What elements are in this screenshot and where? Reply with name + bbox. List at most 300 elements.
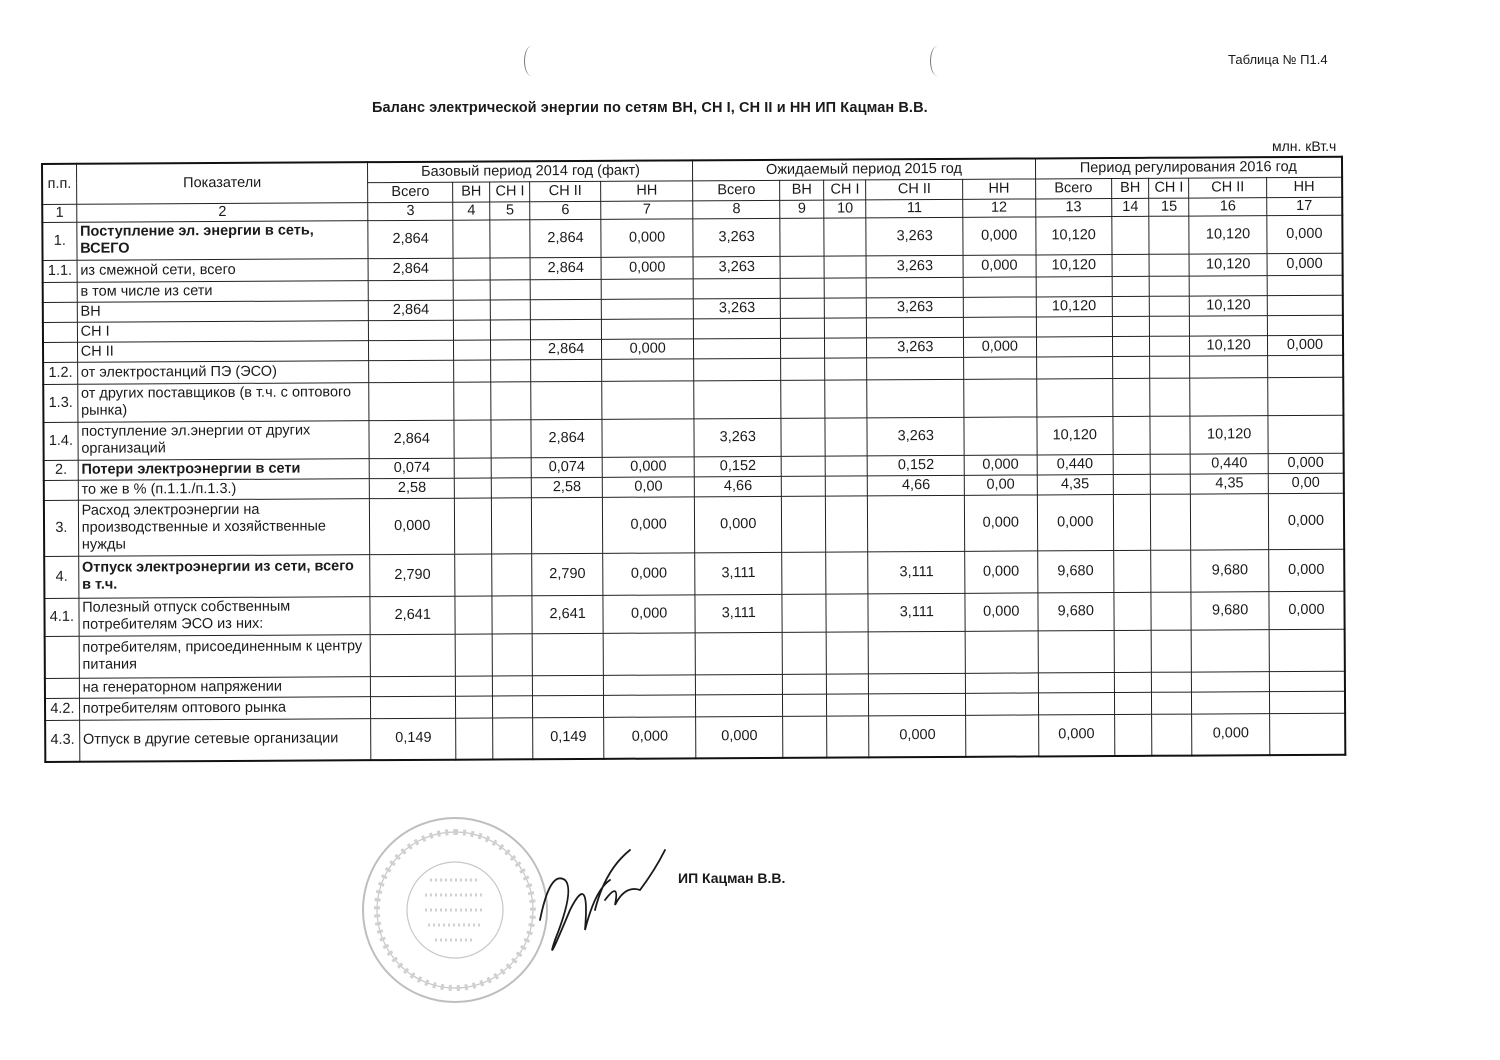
subheader-nn: НН	[600, 180, 693, 201]
value-cell: 2,58	[532, 477, 603, 497]
row-number	[45, 636, 79, 678]
value-cell	[780, 298, 824, 318]
value-cell: 3,263	[866, 217, 963, 256]
row-number	[43, 342, 77, 362]
value-cell	[1269, 671, 1345, 691]
value-cell	[1151, 550, 1191, 592]
value-cell	[781, 380, 825, 418]
value-cell: 0,000	[601, 338, 694, 359]
value-cell	[369, 320, 454, 340]
value-cell	[696, 674, 783, 694]
column-number: 10	[824, 199, 866, 217]
value-cell	[1112, 254, 1149, 276]
value-cell: 0,000	[695, 496, 782, 552]
value-cell: 0,000	[1267, 253, 1343, 275]
value-cell	[1268, 377, 1344, 415]
value-cell: 2,864	[531, 419, 602, 457]
value-cell: 0,000	[1268, 453, 1344, 473]
value-cell: 0,152	[868, 455, 965, 476]
value-cell: 3,111	[868, 593, 965, 632]
units-label: млн. кВт.ч	[1272, 138, 1337, 154]
value-cell: 0,000	[601, 218, 694, 257]
value-cell: 0,000	[1037, 494, 1114, 550]
value-cell	[965, 672, 1038, 692]
table-body	[42, 215, 1345, 762]
value-cell	[1038, 630, 1115, 672]
value-cell	[1036, 276, 1113, 296]
value-cell	[867, 277, 964, 298]
value-cell	[694, 278, 781, 298]
value-cell	[602, 418, 695, 457]
column-number: 3	[368, 202, 453, 220]
value-cell	[694, 338, 781, 358]
value-cell	[1114, 592, 1151, 630]
value-cell	[1192, 671, 1270, 691]
value-cell	[490, 279, 530, 299]
row-number: 3.	[44, 500, 79, 556]
value-cell: 9,680	[1191, 591, 1269, 629]
value-cell	[1113, 356, 1150, 378]
header-pp: п.п.	[42, 164, 76, 204]
row-label: Отпуск электроэнергии из сети, всего в т.ч.	[78, 554, 370, 598]
subheader-total: Всего	[368, 182, 453, 202]
value-cell	[782, 694, 826, 716]
value-cell	[453, 257, 490, 279]
value-cell: 2,864	[369, 258, 454, 280]
value-cell	[1113, 416, 1150, 454]
table-row	[44, 493, 1344, 556]
value-cell	[1115, 714, 1152, 756]
value-cell	[780, 256, 824, 278]
value-cell	[826, 631, 868, 673]
value-cell	[963, 296, 1036, 316]
value-cell	[827, 673, 869, 693]
value-cell: 0,000	[601, 256, 694, 279]
value-cell: 10,120	[1036, 254, 1113, 276]
value-cell	[780, 338, 824, 358]
value-cell	[869, 673, 966, 694]
value-cell	[369, 280, 454, 300]
value-cell	[490, 219, 530, 257]
value-cell	[1112, 216, 1149, 254]
header-period-2016: Период регулирования 2016 год	[1035, 157, 1342, 179]
row-number: 1.4.	[43, 422, 77, 460]
value-cell: 2,641	[532, 595, 603, 633]
value-cell	[601, 278, 694, 299]
row-label: СН I	[77, 320, 369, 342]
value-cell	[491, 359, 531, 381]
value-cell	[1268, 415, 1344, 453]
punch-hole-right	[930, 46, 945, 76]
value-cell	[826, 495, 869, 551]
column-number: 16	[1189, 197, 1267, 215]
value-cell	[532, 497, 603, 553]
value-cell: 0,000	[965, 550, 1038, 592]
value-cell	[780, 218, 824, 256]
subheader-sn1: СН I	[490, 181, 530, 201]
value-cell: 4,66	[695, 476, 782, 496]
value-cell	[781, 476, 825, 496]
value-cell: 0,440	[1191, 453, 1269, 473]
row-label: от электростанций ПЭ (ЭСО)	[77, 360, 369, 384]
value-cell	[867, 379, 964, 418]
value-cell: 3,111	[695, 552, 782, 594]
value-cell	[454, 477, 491, 497]
value-cell: 2,864	[369, 300, 454, 320]
row-number: 1.	[42, 222, 76, 260]
value-cell: 9,680	[1037, 550, 1114, 592]
value-cell	[869, 693, 966, 716]
value-cell: 10,120	[1036, 416, 1113, 454]
value-cell	[1269, 713, 1345, 755]
value-cell	[601, 318, 694, 339]
value-cell: 0,000	[963, 254, 1036, 276]
column-number: 5	[490, 201, 530, 219]
value-cell	[825, 455, 867, 475]
value-cell	[781, 418, 825, 456]
table-row	[44, 549, 1344, 598]
row-number: 4.	[44, 556, 78, 598]
value-cell	[1150, 316, 1190, 336]
value-cell	[490, 257, 530, 279]
value-cell: 0,000	[965, 592, 1038, 630]
value-cell	[1038, 692, 1115, 714]
row-label: потребителям оптового рынка	[79, 696, 371, 720]
value-cell	[825, 337, 867, 357]
value-cell: 2,790	[532, 553, 603, 595]
value-cell	[1150, 336, 1190, 356]
subheader-nn: НН	[1266, 177, 1342, 197]
value-cell	[1269, 629, 1345, 671]
value-cell	[454, 457, 491, 477]
value-cell	[1113, 474, 1150, 494]
value-cell	[491, 419, 531, 457]
value-cell	[824, 277, 866, 297]
value-cell	[491, 381, 531, 419]
value-cell	[1267, 295, 1343, 315]
subheader-vn: ВН	[780, 180, 824, 200]
row-number: 4.1.	[44, 598, 78, 636]
value-cell: 10,120	[1036, 296, 1113, 316]
row-number	[45, 678, 79, 698]
header-period-2015: Ожидаемый период 2015 год	[693, 158, 1035, 180]
value-cell	[696, 632, 783, 674]
value-cell: 2,864	[368, 220, 453, 258]
value-cell	[825, 357, 867, 379]
value-cell	[1150, 474, 1190, 494]
value-cell	[603, 632, 696, 675]
value-cell	[1112, 296, 1149, 316]
value-cell: 3,263	[694, 418, 781, 456]
value-cell	[491, 477, 531, 497]
value-cell: 4,35	[1191, 473, 1269, 493]
value-cell	[369, 360, 454, 382]
value-cell: 3,263	[867, 297, 964, 318]
value-cell: 10,120	[1190, 295, 1268, 315]
value-cell	[1190, 315, 1268, 335]
value-cell	[490, 299, 530, 319]
value-cell	[453, 219, 490, 257]
value-cell	[1190, 275, 1268, 295]
value-cell	[493, 675, 533, 695]
table-header	[42, 157, 1342, 222]
value-cell: 3,263	[867, 337, 964, 358]
header-period-2014: Базовый период 2014 год (факт)	[368, 160, 693, 182]
value-cell: 10,120	[1190, 335, 1268, 355]
subheader-nn: НН	[963, 178, 1036, 198]
row-label: в том числе из сети	[77, 280, 369, 302]
value-cell	[1038, 672, 1115, 692]
value-cell: 0,00	[1268, 473, 1344, 493]
value-cell	[782, 594, 826, 632]
value-cell	[781, 496, 826, 552]
value-cell: 0,440	[1037, 454, 1114, 474]
value-cell	[456, 717, 493, 759]
value-cell	[1192, 691, 1270, 713]
value-cell	[964, 356, 1037, 378]
value-cell: 3,263	[867, 417, 964, 456]
subheader-vn: ВН	[453, 181, 490, 201]
value-cell: 0,000	[964, 336, 1037, 356]
header-indicators: Показатели	[76, 162, 368, 204]
value-cell: 2,790	[370, 554, 455, 596]
value-cell	[1151, 592, 1191, 630]
value-cell: 0,000	[1038, 714, 1115, 756]
value-cell	[1267, 355, 1343, 377]
value-cell	[1112, 316, 1149, 336]
value-cell	[826, 551, 868, 593]
value-cell	[1149, 276, 1189, 296]
value-cell	[531, 319, 602, 339]
value-cell	[1190, 377, 1268, 415]
value-cell	[1114, 692, 1151, 714]
value-cell: 0,000	[603, 552, 696, 595]
value-cell	[369, 382, 454, 420]
value-cell: 2,864	[531, 339, 602, 359]
table-row	[45, 629, 1345, 678]
value-cell: 9,680	[1037, 592, 1114, 630]
subheader-total: Всего	[693, 180, 780, 200]
value-cell	[694, 318, 781, 338]
value-cell: 0,000	[963, 216, 1036, 254]
value-cell	[868, 495, 965, 552]
subheader-sn1: СН I	[824, 179, 866, 199]
subheader-total: Всего	[1035, 178, 1112, 198]
balance-table	[41, 156, 1346, 763]
value-cell	[603, 674, 696, 695]
value-cell: 0,000	[603, 594, 696, 633]
value-cell	[827, 715, 869, 757]
value-cell	[1150, 454, 1190, 474]
column-number: 4	[453, 201, 490, 219]
row-label: СН II	[77, 340, 369, 362]
column-number: 14	[1112, 198, 1149, 216]
value-cell	[963, 316, 1036, 336]
value-cell: 10,120	[1035, 216, 1112, 254]
value-cell: 0,000	[1192, 713, 1270, 755]
value-cell	[1114, 550, 1151, 592]
table-row	[45, 713, 1345, 762]
value-cell: 4,66	[868, 475, 965, 496]
value-cell: 2,641	[370, 596, 455, 634]
value-cell	[1269, 691, 1345, 713]
stamp-and-signature	[340, 810, 800, 1010]
value-cell	[1267, 275, 1343, 295]
value-cell	[455, 553, 492, 595]
value-cell	[1112, 336, 1149, 356]
value-cell	[455, 695, 492, 717]
row-label: поступление эл.энергии от других организаций	[78, 420, 370, 460]
value-cell	[1150, 356, 1190, 378]
subheader-sn2: СН II	[866, 179, 963, 200]
value-cell	[826, 593, 868, 631]
value-cell	[371, 696, 456, 718]
row-label: потребителям, присоединенным к центру питания	[79, 634, 371, 678]
value-cell	[1151, 630, 1191, 672]
value-cell	[1150, 378, 1190, 416]
value-cell: 0,000	[1267, 335, 1343, 355]
value-cell: 0,000	[964, 494, 1037, 550]
value-cell: 0,000	[602, 456, 695, 477]
column-number: 9	[780, 200, 824, 218]
value-cell	[825, 475, 867, 495]
row-label: Поступление эл. энергии в сеть, ВСЕГО	[77, 220, 369, 260]
column-number: 15	[1149, 198, 1189, 216]
value-cell	[1149, 296, 1189, 316]
value-cell: 3,111	[695, 594, 782, 632]
value-cell	[1190, 355, 1268, 377]
value-cell: 0,000	[696, 716, 783, 758]
value-cell	[1036, 356, 1113, 378]
value-cell	[602, 380, 695, 419]
value-cell	[827, 693, 869, 715]
value-cell	[966, 714, 1039, 756]
value-cell	[492, 553, 532, 595]
column-number: 8	[693, 200, 780, 218]
value-cell	[1036, 378, 1113, 416]
value-cell	[453, 299, 490, 319]
row-number: 4.3.	[45, 720, 79, 762]
value-cell: 2,864	[530, 257, 601, 279]
value-cell	[1036, 336, 1113, 356]
value-cell: 3,263	[867, 255, 964, 278]
column-number: 7	[601, 200, 694, 219]
subheader-vn: ВН	[1112, 178, 1149, 198]
value-cell	[1113, 454, 1150, 474]
value-cell: 10,120	[1189, 253, 1267, 275]
value-cell	[601, 358, 694, 381]
value-cell	[694, 358, 781, 380]
value-cell: 0,000	[869, 715, 966, 758]
value-cell	[533, 675, 604, 695]
row-label: от других поставщиков (в т.ч. с оптового рынка)	[77, 382, 369, 422]
value-cell	[825, 417, 867, 455]
value-cell	[783, 716, 827, 758]
value-cell: 0,000	[1267, 215, 1343, 253]
value-cell	[782, 632, 826, 674]
value-cell: 0,152	[695, 456, 782, 476]
value-cell	[603, 694, 696, 717]
column-number: 13	[1035, 198, 1112, 216]
value-cell: 2,864	[369, 420, 454, 458]
value-cell: 0,000	[964, 454, 1037, 474]
column-number: 2	[76, 202, 368, 222]
column-number: 11	[866, 199, 963, 218]
value-cell	[455, 595, 492, 633]
value-cell	[1152, 672, 1192, 692]
punch-hole-left	[524, 46, 539, 76]
value-cell	[824, 297, 866, 317]
value-cell	[1036, 316, 1113, 336]
value-cell	[965, 630, 1038, 672]
row-number	[43, 282, 77, 302]
value-cell	[867, 317, 964, 338]
document-title: Баланс электрической энергии по сетям ВН, СН I, СН II и НН ИП Кацман В.В.	[372, 100, 928, 116]
value-cell	[1150, 416, 1190, 454]
value-cell	[867, 357, 964, 380]
row-number: 2.	[44, 460, 78, 480]
value-cell	[492, 633, 532, 675]
value-cell	[493, 695, 533, 717]
value-cell: 0,000	[1269, 591, 1345, 629]
value-cell	[1149, 254, 1189, 276]
value-cell	[780, 278, 824, 298]
value-cell	[454, 381, 491, 419]
value-cell	[601, 298, 694, 319]
signature-area	[340, 810, 800, 1010]
value-cell: 0,00	[964, 474, 1037, 494]
value-cell: 0,00	[602, 476, 695, 497]
value-cell: 2,864	[530, 219, 601, 257]
value-cell	[963, 276, 1036, 296]
value-cell: 3,263	[693, 256, 780, 278]
value-cell: 0,074	[370, 458, 455, 478]
column-number: 12	[963, 198, 1036, 216]
value-cell: 2,58	[370, 478, 455, 498]
value-cell: 0,074	[532, 457, 603, 477]
row-label: Потери электроэнергии в сети	[78, 458, 370, 480]
value-cell	[1152, 692, 1192, 714]
value-cell: 4,35	[1037, 474, 1114, 494]
value-cell: 10,120	[1189, 215, 1267, 253]
value-cell	[455, 633, 492, 675]
value-cell	[455, 675, 492, 695]
value-cell	[493, 717, 533, 759]
value-cell	[454, 359, 491, 381]
value-cell	[1113, 494, 1151, 550]
value-cell	[1192, 629, 1270, 671]
value-cell	[371, 634, 456, 676]
value-cell: 10,120	[1190, 415, 1268, 453]
value-cell: 9,680	[1191, 549, 1269, 591]
row-number: 1.2.	[43, 362, 77, 384]
value-cell	[781, 456, 825, 476]
row-label: на генераторном напряжении	[79, 676, 371, 698]
value-cell	[531, 359, 602, 381]
row-number	[43, 322, 77, 342]
value-cell	[492, 595, 532, 633]
value-cell: 3,111	[868, 551, 965, 594]
value-cell	[780, 318, 824, 338]
value-cell: 0,000	[1269, 549, 1345, 591]
value-cell	[825, 317, 867, 337]
value-cell	[491, 339, 531, 359]
value-cell	[694, 380, 781, 418]
column-number: 17	[1267, 197, 1343, 215]
value-cell: 0,000	[603, 716, 696, 759]
value-cell	[1113, 378, 1150, 416]
value-cell	[1114, 672, 1151, 692]
